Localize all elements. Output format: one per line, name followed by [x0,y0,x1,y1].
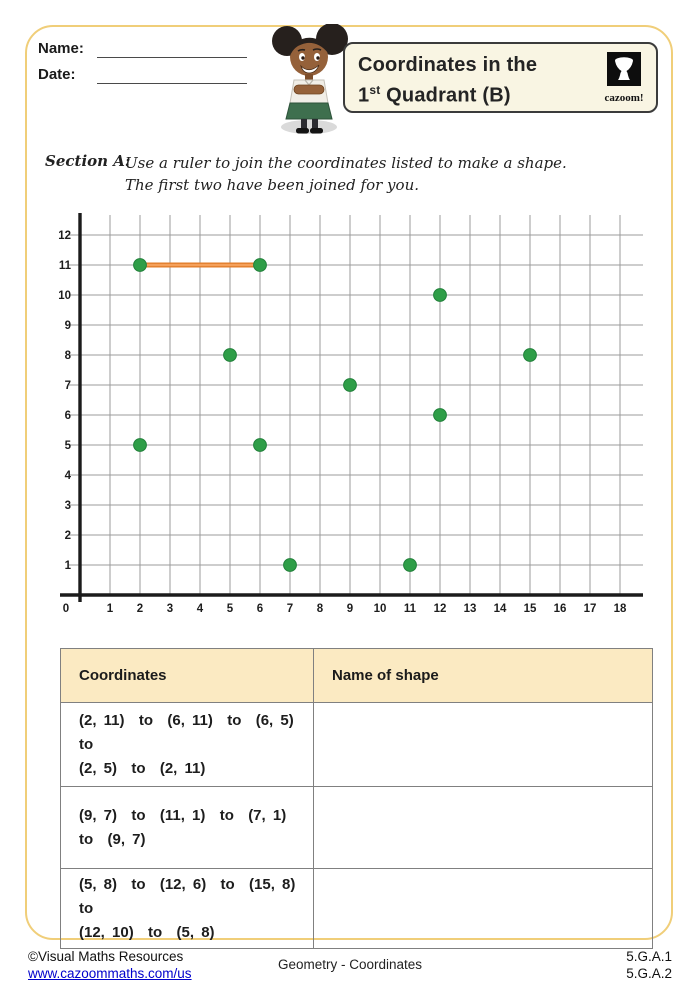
table-row [61,787,653,869]
svg-text:4: 4 [196,603,204,615]
footer-standard-1: 5.G.A.1 [626,949,672,964]
svg-text:12: 12 [58,230,71,242]
svg-text:17: 17 [583,603,597,615]
header-coordinates: Coordinates [61,649,314,703]
svg-text:8: 8 [316,603,324,615]
section-a-label: Section A: [45,152,131,170]
svg-text:2: 2 [64,530,71,542]
svg-text:11: 11 [403,603,417,615]
table-header-row [61,649,653,703]
coordinates-cell: (5, 8) to (12, 6) to (15, 8) to (12, 10) to (5, 8) [61,869,314,949]
name-line[interactable] [97,57,247,58]
coordinates-cell: (9, 7) to (11, 1) to (7, 1) to (9, 7) [61,787,314,869]
answer-cell[interactable] [314,787,653,869]
svg-text:7: 7 [286,603,294,615]
cazoom-logo-text: cazoom! [604,92,644,104]
footer-topic: Geometry - Coordinates [277,957,423,972]
svg-text:6: 6 [256,603,264,615]
svg-text:9: 9 [64,320,71,332]
svg-text:3: 3 [166,603,174,615]
cazoom-drum-icon [607,52,641,86]
header-name-of-shape: Name of shape [314,649,653,703]
svg-text:18: 18 [613,603,627,615]
svg-text:6: 6 [64,410,71,422]
answer-cell[interactable] [314,869,653,949]
coordinate-grid [35,207,675,627]
grid-svg [35,207,675,627]
svg-text:10: 10 [373,603,387,615]
footer-standard-2: 5.G.A.2 [626,966,672,981]
svg-text:11: 11 [58,260,71,272]
svg-text:5: 5 [64,440,71,452]
svg-text:4: 4 [64,470,71,482]
svg-text:7: 7 [64,380,71,392]
answer-cell[interactable] [314,703,653,787]
svg-text:2: 2 [136,603,144,615]
svg-text:8: 8 [64,350,71,362]
svg-text:15: 15 [523,603,537,615]
footer-copyright: ©Visual Maths Resources [28,949,184,964]
svg-text:0: 0 [62,603,70,615]
character-shadow [281,120,337,134]
date-line[interactable] [97,83,247,84]
footer-website-link[interactable]: www.cazoommaths.com/us [28,966,192,981]
svg-text:1: 1 [64,560,71,572]
svg-text:1: 1 [106,603,114,615]
svg-text:9: 9 [346,603,354,615]
worksheet-title: Coordinates in the 1st Quadrant (B) [358,54,538,107]
table-row [61,869,653,949]
name-label: Name: [38,40,84,57]
svg-text:12: 12 [433,603,447,615]
svg-text:3: 3 [64,500,71,512]
coordinates-cell: (2, 11) to (6, 11) to (6, 5) to (2, 5) to (2, 11) [61,703,314,787]
title-box [343,42,658,113]
svg-text:16: 16 [553,603,567,615]
cazoom-logo [604,52,644,104]
date-label: Date: [38,66,76,83]
svg-text:13: 13 [463,603,477,615]
instruction-line-1: Use a ruler to join the coordinates listed to make a shape. [125,154,567,172]
coordinates-table [60,648,653,949]
svg-text:5: 5 [226,603,234,615]
svg-text:10: 10 [58,290,71,302]
instruction-line-2: The first two have been joined for you. [125,176,419,194]
svg-text:14: 14 [493,603,507,615]
table-row [61,703,653,787]
